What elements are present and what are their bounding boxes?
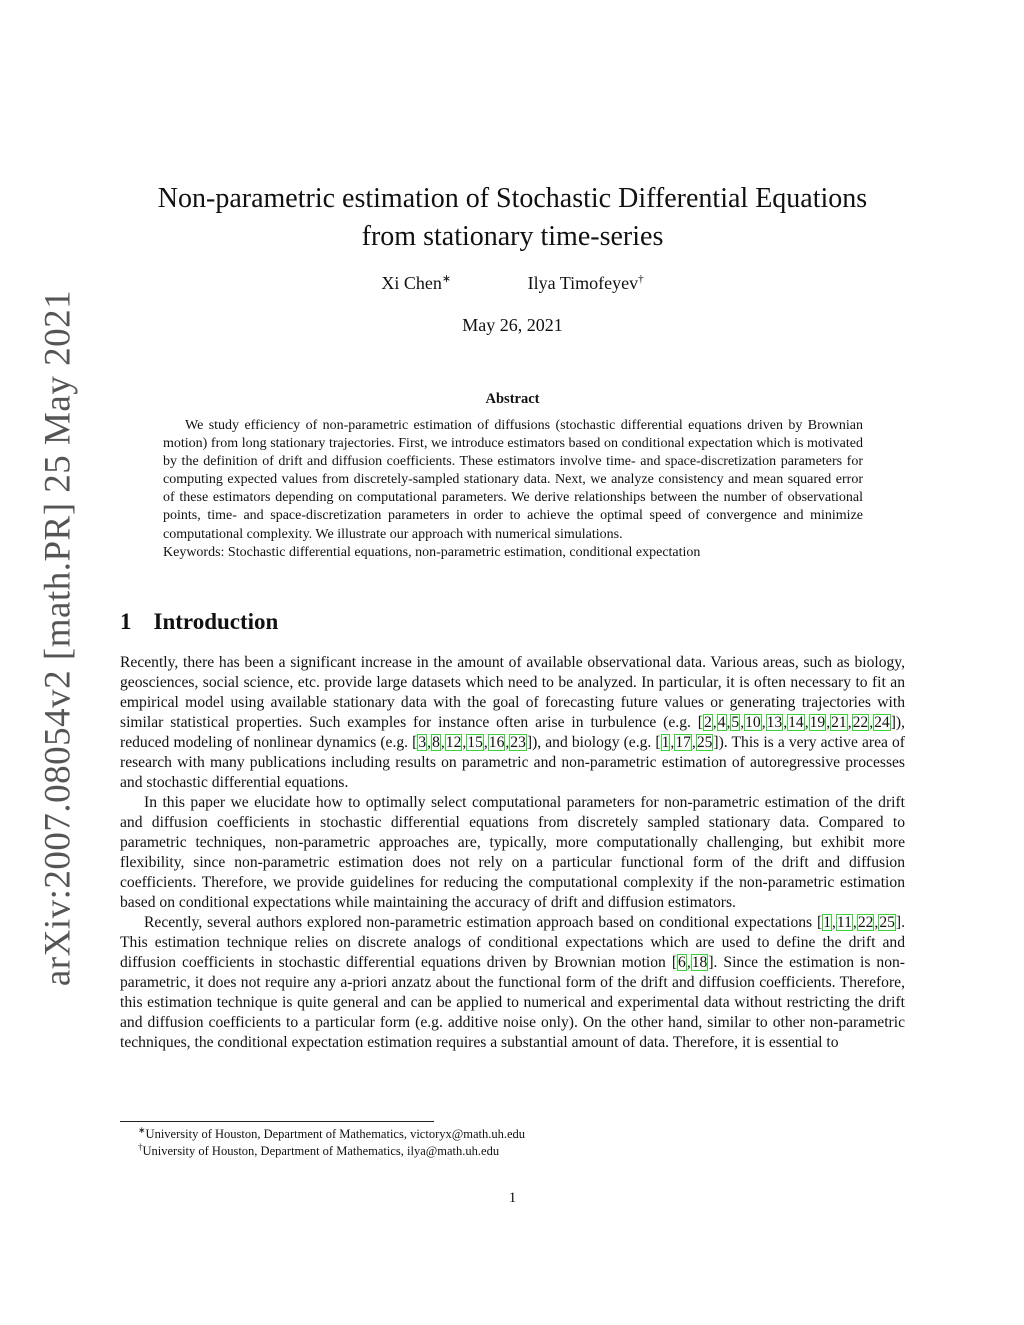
author-2-mark: †: [638, 273, 644, 285]
author-2-name: Ilya Timofeyev: [527, 273, 639, 293]
p1-part-b: ]), reduced modeling of nonlinear dynamics (e.g. [: [120, 714, 905, 751]
citation-link[interactable]: 18: [691, 954, 708, 971]
citation-link[interactable]: 15: [467, 734, 483, 751]
citation-link[interactable]: 22: [852, 714, 869, 731]
citation-link[interactable]: 21: [831, 714, 847, 731]
author-1-mark: ∗: [441, 273, 452, 285]
footnote-2-text: University of Houston, Department of Mathematics, ilya@math.uh.edu: [142, 1143, 500, 1158]
citation-link[interactable]: 6: [678, 954, 686, 971]
citation-link[interactable]: 10: [745, 714, 761, 731]
paragraph-2: In this paper we elucidate how to optimally select computational parameters for non-parametric estimation of the drift and diffusion coefficients in stochastic differential equations from discretely sampled stationary data. Compared to parametric techniques, non-parametric approaches are, typically, more computationally challenging, but exhibit more flexibility, since non-parametric estimation does not rely on a particular functional form of the drift and diffusion coefficients. Therefore, we provide guidelines for reducing the computational complexity if the non-parametric estimation based on conditional expectations while maintaining the accuracy of drift and diffusion estimators.: [120, 794, 905, 911]
citation-link[interactable]: 25: [696, 734, 713, 751]
citation-link[interactable]: 22: [857, 914, 874, 931]
section-heading: [120, 609, 278, 635]
citation-link[interactable]: 13: [766, 714, 783, 731]
footnotes: [120, 1126, 905, 1159]
authors: [120, 273, 905, 294]
citation-link[interactable]: 4: [717, 714, 726, 731]
citation-link[interactable]: 11: [836, 914, 852, 931]
p1-part-a: Recently, there has been a significant increase in the amount of available observational data. Various areas, such as biology, geosciences, social science, etc. provide large datasets which need to be analyzed. In particular, it is often necessary to fit an empirical model using available stationary data with the goal of forecasting future values or generating trajectories with similar statistical properties. Such examples for instance often arise in turbulence (e.g. [: [120, 654, 905, 731]
p3-part-a: Recently, several authors explored non-parametric estimation approach based on conditional expectations [: [144, 914, 823, 931]
citation-link[interactable]: 17: [675, 734, 691, 751]
footnote-1-text: University of Houston, Department of Mathematics, victoryx@math.uh.edu: [145, 1127, 526, 1141]
footnote-2-mark: †: [138, 1141, 143, 1152]
body-text: [120, 653, 905, 1053]
citation-link[interactable]: 3: [418, 734, 427, 751]
paper-date: May 26, 2021: [462, 315, 563, 335]
footnote-1-mark: ∗: [138, 1124, 146, 1135]
citation-link[interactable]: 23: [510, 734, 526, 751]
section-number: 1: [120, 609, 132, 634]
citation-link[interactable]: 5: [731, 714, 740, 731]
author-1-name: Xi Chen: [381, 273, 442, 293]
citation-link[interactable]: 12: [445, 734, 462, 751]
paper-title: [120, 180, 905, 256]
abstract: [163, 417, 863, 562]
title-line-1: Non-parametric estimation of Stochastic Differential Equations: [157, 183, 868, 214]
p1-part-c: ]), and biology (e.g. [: [526, 734, 661, 751]
p3-part-c: ]. Since the estimation is non-parametric, it does not require any a-priori anzatz about the functional form of the drift and diffusion coefficients. Therefore, this estimation technique is quite general and can be applied to numerical and experimental data without restricting the drift and diffusion coefficients to a particular form (e.g. additive noise only). On the other hand, similar to other non-parametric techniques, the conditional expectation estimation requires a substantial amount of data. Therefore, it is essential to: [120, 954, 905, 1051]
author-1: [381, 273, 451, 293]
citation-link[interactable]: 19: [809, 714, 826, 731]
citation-link[interactable]: 2: [704, 714, 712, 731]
abstract-text: We study efficiency of non-parametric estimation of diffusions (stochastic differential equations driven by Brownian motion) from long stationary trajectories. First, we introduce estimators based on conditional expectation which is motivated by the definition of drift and diffusion coefficients. These estimators involve time- and space-discretization parameters for computing expected values from discretely-sampled stationary data. Next, we analyze consistency and mean squared error of these estimators depending on computational parameters. We derive relationships between the number of observational points, time- and space-discretization parameters in order to achieve the optimal speed of convergence and minimize computational complexity. We illustrate our approach with numerical simulations.: [163, 418, 863, 542]
paragraph-1: Recently, there has been a significant increase in the amount of available observational data. Various areas, such as biology, geosciences, social science, etc. provide large datasets which need to be analyzed. In particular, it is often necessary to fit an empirical model using available stationary data with the goal of forecasting future values or generating trajectories with similar statistical properties. Such examples for instance often arise in turbulence (e.g. [2,4,5,10,13,14,19,21,22,24]), reduced modeling of nonlinear dynamics (e.g. [3,8,12,15,16,23]), and biology (e.g. [1,17,25]). This is a very active area of research with many publications including results on parametric and non-parametric estimation of autoregressive processes and stochastic differential equations.: [120, 654, 905, 791]
citation-link[interactable]: 25: [879, 914, 895, 931]
p3-part-b: ]. This estimation technique relies on discrete analogs of conditional expectations which are used to define the drift and diffusion coefficients in stochastic differential equations driven by Brownian motion [: [120, 914, 905, 971]
page-number: 1: [508, 1190, 517, 1206]
abstract-heading: Abstract: [485, 391, 540, 407]
keywords: Keywords: Stochastic differential equations, non-parametric estimation, conditional expectation: [163, 544, 701, 560]
author-2: [528, 273, 644, 293]
footnote-2: [120, 1143, 905, 1160]
citation-link[interactable]: 1: [661, 734, 670, 751]
citation-link[interactable]: 24: [874, 714, 890, 731]
citation-link[interactable]: 1: [823, 914, 831, 931]
title-line-2: from stationary time-series: [361, 221, 664, 252]
p1-part-d: ]). This is a very active area of research with many publications including results on parametric and non-parametric estimation of autoregressive processes and stochastic differential equations.: [120, 734, 905, 791]
arxiv-stamp: arXiv:2007.08054v2 [math.PR] 25 May 2021: [37, 289, 79, 987]
citation-link[interactable]: 14: [788, 714, 804, 731]
paragraph-3: Recently, several authors explored non-parametric estimation approach based on conditional expectations [1,11,22,25]. This estimation technique relies on discrete analogs of conditional expectations which are used to define the drift and diffusion coefficients in stochastic differential equations driven by Brownian motion [6,18]. Since the estimation is non-parametric, it does not require any a-priori anzatz about the functional form of the drift and diffusion coefficients. Therefore, this estimation technique is quite general and can be applied to numerical and experimental data without restricting the drift and diffusion coefficients to a particular form (e.g. additive noise only). On the other hand, similar to other non-parametric techniques, the conditional expectation estimation requires a substantial amount of data. Therefore, it is essential to: [120, 914, 905, 1051]
footnote-divider: [120, 1121, 434, 1122]
citation-link[interactable]: 8: [432, 734, 440, 751]
footnote-1: [120, 1126, 905, 1143]
citation-link[interactable]: 16: [488, 734, 505, 751]
section-title: Introduction: [153, 609, 279, 634]
